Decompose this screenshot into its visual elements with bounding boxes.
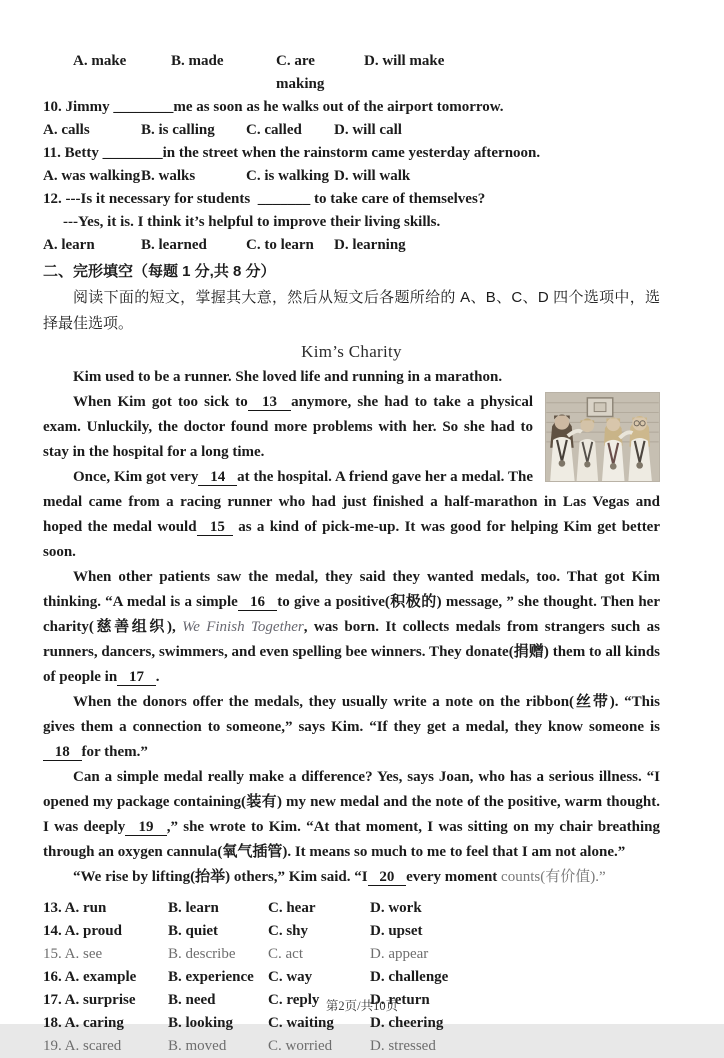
option-cell: B. moved [168, 1038, 227, 1054]
cloze-section [43, 259, 660, 1058]
option-cell: B. learn [168, 900, 219, 916]
options-row [43, 165, 660, 188]
question-line: 10. Jimmy ________me as soon as he walks out of the airport tomorrow. [43, 99, 504, 115]
option-cell: 18. A. caring [43, 1015, 124, 1031]
passage-text: for them.” [81, 744, 148, 760]
passage-title: Kim’s Charity [301, 342, 402, 361]
option-cell: C. reply [268, 992, 320, 1008]
options-row [43, 897, 660, 920]
cloze-options [43, 897, 660, 1058]
option-cell: D. will call [334, 122, 402, 138]
option-cell: A. was walking [43, 168, 141, 184]
passage-text: When Kim got too sick to [73, 394, 248, 410]
option-cell: A. learn [43, 237, 95, 253]
question-line: 11. Betty ________in the street when the rainstorm came yesterday afternoon. [43, 145, 541, 161]
option-cell: C. act [268, 946, 303, 962]
passage-text: When other patients saw the medal, they said they wanted medals, too. That got Kim thinking. “A medal is a simple [43, 569, 660, 610]
option-cell: A. calls [43, 122, 90, 138]
question-line: 12. ---Is it necessary for students _______ to take care of themselves? [43, 191, 486, 207]
passage-paragraph [43, 365, 660, 390]
option-cell: B. walks [141, 168, 196, 184]
passage-text: . [155, 669, 160, 685]
option-cell: C. waiting [268, 1015, 334, 1031]
option-cell: B. experience [168, 969, 254, 985]
option-cell: D. will walk [334, 168, 411, 184]
grammar-lines [43, 50, 660, 257]
option-cell: C. shy [268, 923, 309, 939]
options-row [43, 234, 660, 257]
option-cell: B. looking [168, 1015, 234, 1031]
passage-paragraph [43, 865, 660, 890]
passage-text: at the hospital. A friend gave her a medal. The medal came from a racing runner who had just finished a half-marathon in Las Vegas and hoped the medal would [43, 469, 660, 535]
option-cell: C. is walking [246, 168, 329, 184]
passage-paragraph [43, 390, 660, 465]
option-cell: C. called [246, 122, 302, 138]
option-cell: B. describe [168, 946, 236, 962]
passage-text: ,” she wrote to Kim. “At that moment, I was sitting on my chair breathing through an oxygen cannula(氧气插管). It means so much to me to feel that I am not alone.” [43, 819, 660, 860]
passage-text: every moment [406, 869, 502, 885]
option-cell: D. challenge [370, 969, 449, 985]
option-cell: D. learning [334, 237, 406, 253]
options-row [43, 920, 660, 943]
passage-text: When the donors offer the medals, they usually write a note on the ribbon(丝带). “This gives them a connection to someone,” says Kim. “If they get a medal, they know someone is [43, 694, 660, 735]
option-cell: B. is calling [141, 122, 215, 138]
options-row [43, 1035, 660, 1058]
options-row [43, 1012, 660, 1035]
passage-text: , was born. It collects medals from strangers such as runners, dancers, swimmers, and even spelling bee winners. They donate(捐赠) them to all kinds of people in [43, 619, 660, 685]
grammar-section [43, 50, 660, 257]
cloze-blank: 13 [248, 394, 291, 411]
option-cell: D. upset [370, 923, 423, 939]
charity-name: We Finish Together [182, 619, 304, 635]
options-row [43, 50, 660, 96]
option-cell: C. to learn [246, 237, 314, 253]
passage-text: counts(有价值).” [501, 869, 606, 885]
passage-text: Kim used to be a runner. She loved life and running in a marathon. [73, 369, 503, 385]
question-line: ---Yes, it is. I think it’s helpful to improve their living skills. [63, 214, 441, 230]
option-cell: C. hear [268, 900, 316, 916]
option-cell: C. way [268, 969, 313, 985]
cloze-blank: 15 [197, 519, 233, 536]
option-cell: C. worried [268, 1038, 333, 1054]
options-row [43, 119, 660, 142]
option-cell: D. stressed [370, 1038, 436, 1054]
option-cell: A. make [73, 53, 127, 69]
option-cell: B. quiet [168, 923, 219, 939]
passage-text: anymore, she had to take a physical exam. Unluckily, the doctor found more problems with her. So she had to stay in the hospital for a long time. [43, 394, 534, 460]
page-footer: 第2页/共10页 [325, 999, 399, 1013]
passage-paragraph [43, 690, 660, 765]
option-cell: D. will make [364, 53, 445, 69]
option-cell: D. work [370, 900, 422, 916]
option-cell: 19. A. scared [43, 1038, 122, 1054]
option-cell: D. cheering [370, 1015, 444, 1031]
passage-paragraph [43, 765, 660, 865]
option-cell: D. appear [370, 946, 429, 962]
option-cell: C. are making [276, 53, 325, 92]
passage-text: to give a positive(积极的) message, ” she thought. Then her charity(慈善组织), [43, 594, 660, 635]
passage-text: Can a simple medal really make a difference? Yes, says Joan, who has a serious illness. “I opened my package containing(装有) my new medal and the note of the positive, warm thought. I was deeply [43, 769, 660, 835]
passage-text: Once, Kim got very [73, 469, 199, 485]
option-cell: 14. A. proud [43, 923, 122, 939]
cloze-blank: 20 [368, 869, 407, 886]
cloze-blank: 17 [117, 669, 156, 686]
option-cell: 17. A. surprise [43, 992, 136, 1008]
passage-photo [545, 392, 660, 482]
cloze-blank: 14 [198, 469, 237, 486]
passage-text: as a kind of pick-me-up. It was good for helping Kim get better soon. [43, 519, 661, 560]
option-cell: 13. A. run [43, 900, 107, 916]
passage-text: “We rise by lifting(抬举) others,” Kim said. “I [73, 869, 368, 885]
option-cell: B. made [171, 53, 224, 69]
cloze-blank: 19 [125, 819, 167, 836]
cloze-blank: 18 [43, 744, 82, 761]
options-row [43, 966, 660, 989]
cloze-passage [43, 365, 660, 890]
option-cell: B. learned [141, 237, 207, 253]
cloze-section-heading: 二、完形填空（每题 1 分,共 8 分） [43, 263, 276, 280]
cloze-instructions: 阅读下面的短文，掌握其大意，然后从短文后各题所给的 A、B、C、D 四个选项中，选择最佳选项。 [43, 289, 660, 332]
option-cell: D. return [370, 992, 430, 1008]
four-girls-with-medals-image [546, 393, 659, 481]
passage-paragraph [43, 565, 660, 690]
option-cell: B. need [168, 992, 216, 1008]
options-row [43, 943, 660, 966]
option-cell: 16. A. example [43, 969, 137, 985]
cloze-blank: 16 [238, 594, 277, 611]
option-cell: 15. A. see [43, 946, 103, 962]
